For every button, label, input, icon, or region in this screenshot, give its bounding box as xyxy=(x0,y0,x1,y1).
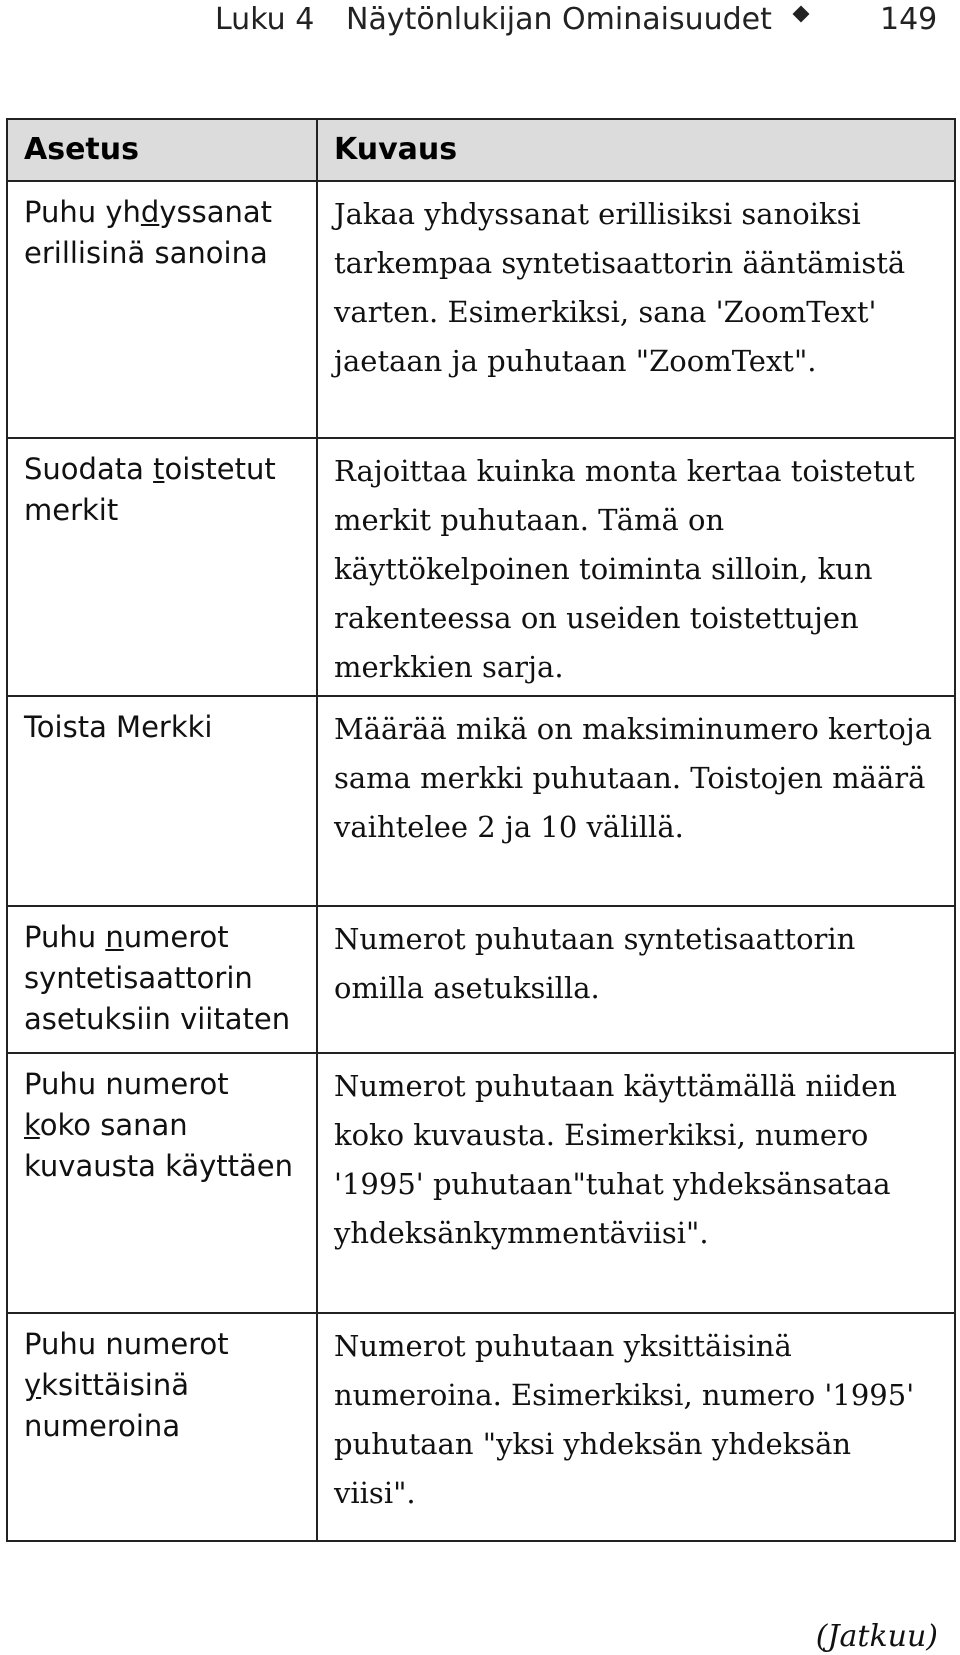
chapter-label: Luku 4 xyxy=(215,2,315,37)
description-cell: Numerot puhutaan syntetisaattorin omilla asetuksilla. xyxy=(317,906,955,1053)
diamond-separator-icon xyxy=(793,6,810,23)
setting-cell: Puhu yhdyssanat erillisinä sanoina xyxy=(7,181,317,438)
description-cell: Numerot puhutaan käyttämällä niiden koko kuvausta. Esimerkiksi, numero '1995' puhutaan"tuhat yhdeksänsataa yhdeksänkymmentäviisi". xyxy=(317,1053,955,1313)
page-number: 149 xyxy=(880,2,938,37)
continued-note: (Jatkuu) xyxy=(815,1619,938,1654)
accelerator-key: y xyxy=(24,1368,42,1402)
table-row xyxy=(7,906,955,1053)
setting-cell: Suodata toistetut merkit xyxy=(7,438,317,696)
description-cell: Rajoittaa kuinka monta kertaa toistetut merkit puhutaan. Tämä on käyttökelpoinen toiminta silloin, kun rakenteessa on useiden toistettujen merkkien sarja. xyxy=(317,438,955,696)
header-description: Kuvaus xyxy=(317,119,955,181)
table-row xyxy=(7,181,955,438)
accelerator-key: n xyxy=(105,920,124,954)
header-setting: Asetus xyxy=(7,119,317,181)
setting-cell: Puhu numerot syntetisaattorin asetuksiin viitaten xyxy=(7,906,317,1053)
accelerator-key: t xyxy=(153,452,165,486)
accelerator-key: d xyxy=(140,195,160,229)
accelerator-key: k xyxy=(24,1108,40,1142)
settings-table xyxy=(6,118,956,1542)
description-cell: Numerot puhutaan yksittäisinä numeroina. Esimerkiksi, numero '1995' puhutaan "yksi yhdeksän yhdeksän viisi". xyxy=(317,1313,955,1541)
table-row xyxy=(7,1313,955,1541)
description-cell: Jakaa yhdyssanat erillisiksi sanoiksi tarkempaa syntetisaattorin ääntämistä varten. Esimerkiksi, sana 'ZoomText' jaetaan ja puhutaan "ZoomText". xyxy=(317,181,955,438)
setting-cell: Puhu numerot koko sanan kuvausta käyttäen xyxy=(7,1053,317,1313)
table-row xyxy=(7,696,955,906)
chapter-title: Näytönlukijan Ominaisuudet xyxy=(346,2,772,37)
table-row xyxy=(7,1053,955,1313)
setting-cell: Toista Merkki xyxy=(7,696,317,906)
table-row xyxy=(7,438,955,696)
setting-cell: Puhu numerot yksittäisinä numeroina xyxy=(7,1313,317,1541)
description-cell: Määrää mikä on maksiminumero kertoja sama merkki puhutaan. Toistojen määrä vaihtelee 2 ja 10 välillä. xyxy=(317,696,955,906)
table-header-row xyxy=(7,119,955,181)
running-head xyxy=(0,0,960,40)
